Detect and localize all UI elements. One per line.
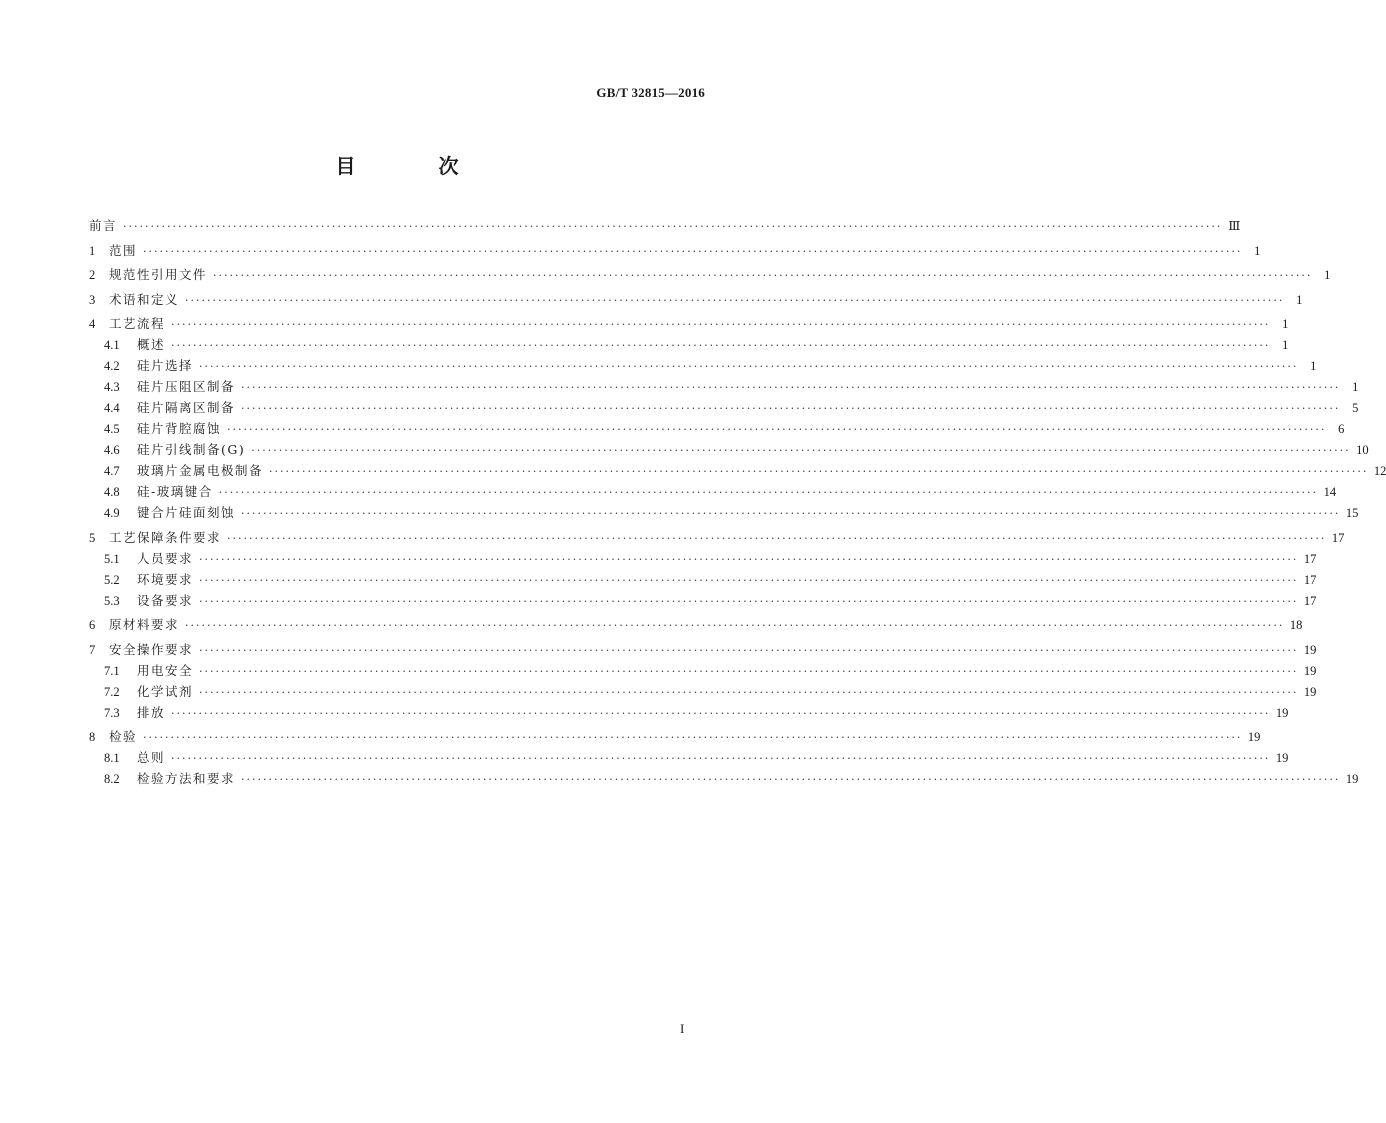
toc-section-number: 4.3 (104, 380, 120, 394)
toc-entry[interactable] (89, 527, 1345, 548)
dot-leader: ········································································································································································································ (227, 531, 1327, 545)
dot-leader: ········································································································································································································ (199, 573, 1299, 587)
toc-page-number: Ⅲ (1228, 219, 1241, 233)
toc-entry[interactable] (89, 681, 1317, 702)
toc-section-number: 4 (89, 317, 96, 331)
toc-section-number: 7.1 (104, 663, 120, 678)
dot-leader: ········································································································································································································ (171, 339, 1271, 352)
dot-leader: ········································································································································································································ (199, 360, 1299, 373)
toc-section-title: 工艺流程 (109, 316, 166, 331)
toc-page-number: 19 (1275, 705, 1289, 720)
toc-section-title: 硅片背腔腐蚀 (137, 421, 222, 436)
toc-entry[interactable] (89, 548, 1317, 569)
toc-section-title: 化学试剂 (137, 683, 194, 699)
dot-leader: ········································································································································································································ (227, 423, 1327, 436)
toc-page-number: 17 (1331, 530, 1345, 545)
toc-section-title: 总则 (137, 750, 166, 765)
toc-section-title: 硅片引线制备(G) (137, 442, 246, 457)
toc-section-title: 工艺保障条件要求 (109, 529, 222, 545)
toc-section-title: 环境要求 (137, 571, 194, 587)
toc-entry[interactable] (89, 376, 1359, 397)
dot-leader: ········································································································································································································ (269, 465, 1369, 478)
toc-entry[interactable] (89, 747, 1289, 768)
toc-entry[interactable] (89, 355, 1317, 376)
dot-leader: ········································································································································································································ (199, 643, 1299, 657)
toc-page-number: 17 (1303, 551, 1317, 566)
toc-page-number: 6 (1338, 422, 1345, 436)
toc-section-title: 硅片选择 (137, 358, 194, 373)
toc-section-title: 键合片硅面刻蚀 (137, 505, 236, 520)
toc-section-title: 规范性引用文件 (109, 267, 208, 282)
toc-page-number: 1 (1282, 338, 1289, 352)
dot-leader: ········································································································································································································ (241, 507, 1341, 520)
toc-page-number: 5 (1352, 401, 1359, 415)
dot-leader: ········································································································································································································ (199, 594, 1299, 608)
dot-leader: ········································································································································································································ (185, 293, 1285, 307)
toc-section-title: 硅片压阻区制备 (137, 379, 236, 394)
toc-section-number: 5.2 (104, 572, 120, 587)
dot-leader: ········································································································································································································ (241, 773, 1341, 786)
toc-page-number: 17 (1303, 572, 1317, 587)
toc-section-number: 4.2 (104, 359, 120, 373)
toc-page-number: 1 (1324, 268, 1331, 282)
toc-page-number: 1 (1296, 292, 1303, 307)
toc-section-title: 检验 (109, 729, 138, 744)
dot-leader: ········································································································································································································ (213, 269, 1313, 282)
toc-section-number: 1 (89, 243, 96, 258)
toc-entry[interactable] (89, 418, 1345, 439)
toc-section-number: 5.3 (104, 593, 120, 608)
toc-entry[interactable] (89, 289, 1303, 310)
dot-leader: ········································································································································································································ (171, 752, 1271, 765)
toc-entry[interactable] (89, 460, 1386, 481)
toc-entry[interactable] (89, 397, 1359, 418)
toc-section-number: 4.6 (104, 443, 120, 457)
page-number: I (680, 1021, 685, 1036)
toc-section-number: 4.7 (104, 464, 120, 478)
toc-section-title: 前言 (89, 218, 118, 233)
dot-leader: ········································································································································································································ (171, 318, 1271, 331)
toc-page-number: 12 (1373, 464, 1386, 478)
toc-page-number: 1 (1254, 243, 1261, 258)
toc-entry[interactable] (89, 614, 1303, 635)
toc-section-number: 4.5 (104, 422, 120, 436)
toc-section-number: 6 (89, 618, 96, 632)
toc-section-number: 2 (89, 268, 96, 282)
toc-entry[interactable] (89, 702, 1289, 723)
toc-section-number: 4.9 (104, 506, 120, 520)
dot-leader: ········································································································································································································ (199, 664, 1299, 678)
toc-section-title: 排放 (137, 704, 166, 720)
toc-entry[interactable] (89, 334, 1289, 355)
toc-entry[interactable] (89, 215, 1241, 236)
dot-leader: ········································································································································································································ (171, 706, 1271, 720)
toc-page-number: 19 (1303, 663, 1317, 678)
toc-section-number: 4.4 (104, 401, 120, 415)
dot-leader: ········································································································································································································ (199, 685, 1299, 699)
toc-section-title: 安全操作要求 (109, 641, 194, 657)
toc-page-number: 19 (1275, 751, 1289, 765)
toc-page-number: 15 (1345, 506, 1359, 520)
toc-entry[interactable] (89, 590, 1317, 611)
dot-leader: ········································································································································································································ (143, 731, 1243, 744)
toc-page-number: 1 (1310, 359, 1317, 373)
toc-section-title: 硅片隔离区制备 (137, 400, 236, 415)
dot-leader: ········································································································································································································ (123, 220, 1223, 233)
toc-page-number: 18 (1289, 618, 1303, 632)
dot-leader: ········································································································································································································ (185, 619, 1285, 632)
toc-page-number: 19 (1303, 642, 1317, 657)
toc-entry[interactable] (89, 264, 1331, 285)
toc-section-number: 4.1 (104, 338, 120, 352)
toc-entry[interactable] (89, 726, 1261, 747)
toc-page-number: 1 (1282, 317, 1289, 331)
toc-section-title: 范围 (109, 242, 138, 258)
dot-leader: ········································································································································································································ (143, 244, 1243, 258)
toc-section-title: 术语和定义 (109, 291, 180, 307)
toc-entry[interactable] (89, 660, 1317, 681)
toc-section-number: 7.2 (104, 684, 120, 699)
dot-leader: ········································································································································································································ (251, 444, 1351, 457)
toc-section-number: 7 (89, 642, 96, 657)
toc-section-title: 人员要求 (137, 550, 194, 566)
toc-entry[interactable] (89, 569, 1317, 590)
toc-section-title: 概述 (137, 337, 166, 352)
toc-section-number: 5.1 (104, 551, 120, 566)
dot-leader: ········································································································································································································ (241, 381, 1341, 394)
toc-section-title: 设备要求 (137, 592, 194, 608)
toc-entry[interactable] (89, 439, 1369, 460)
toc-entry[interactable] (89, 481, 1337, 502)
toc-section-number: 5 (89, 530, 96, 545)
toc-section-title: 玻璃片金属电极制备 (137, 463, 264, 478)
toc-section-number: 8.1 (104, 751, 120, 765)
standard-code: GB/T 32815—2016 (596, 85, 705, 100)
page-title: 目 次 (335, 154, 497, 178)
dot-leader: ········································································································································································································ (218, 486, 1319, 499)
toc-section-title: 硅-玻璃键合 (137, 484, 213, 499)
toc-page-number: 1 (1352, 380, 1359, 394)
toc-section-number: 7.3 (104, 705, 120, 720)
toc-section-number: 3 (89, 292, 96, 307)
dot-leader: ········································································································································································································ (199, 552, 1299, 566)
toc-page-number: 19 (1345, 772, 1359, 786)
toc-entry[interactable] (89, 502, 1359, 523)
toc-entry[interactable] (89, 240, 1261, 261)
toc-page-number: 17 (1303, 593, 1317, 608)
toc-section-number: 8.2 (104, 772, 120, 786)
toc-entry[interactable] (89, 313, 1289, 334)
toc-page-number: 14 (1323, 485, 1337, 499)
toc-entry[interactable] (89, 768, 1359, 789)
toc-section-title: 原材料要求 (109, 617, 180, 632)
toc-section-title: 检验方法和要求 (137, 771, 236, 786)
toc-section-number: 8 (89, 730, 96, 744)
toc-entry[interactable] (89, 639, 1317, 660)
table-of-contents (89, 215, 1386, 789)
toc-page-number: 19 (1303, 684, 1317, 699)
toc-page-number: 19 (1247, 730, 1261, 744)
toc-section-number: 4.8 (104, 485, 120, 499)
toc-section-title: 用电安全 (137, 662, 194, 678)
toc-page-number: 10 (1356, 443, 1369, 457)
dot-leader: ········································································································································································································ (241, 402, 1341, 415)
